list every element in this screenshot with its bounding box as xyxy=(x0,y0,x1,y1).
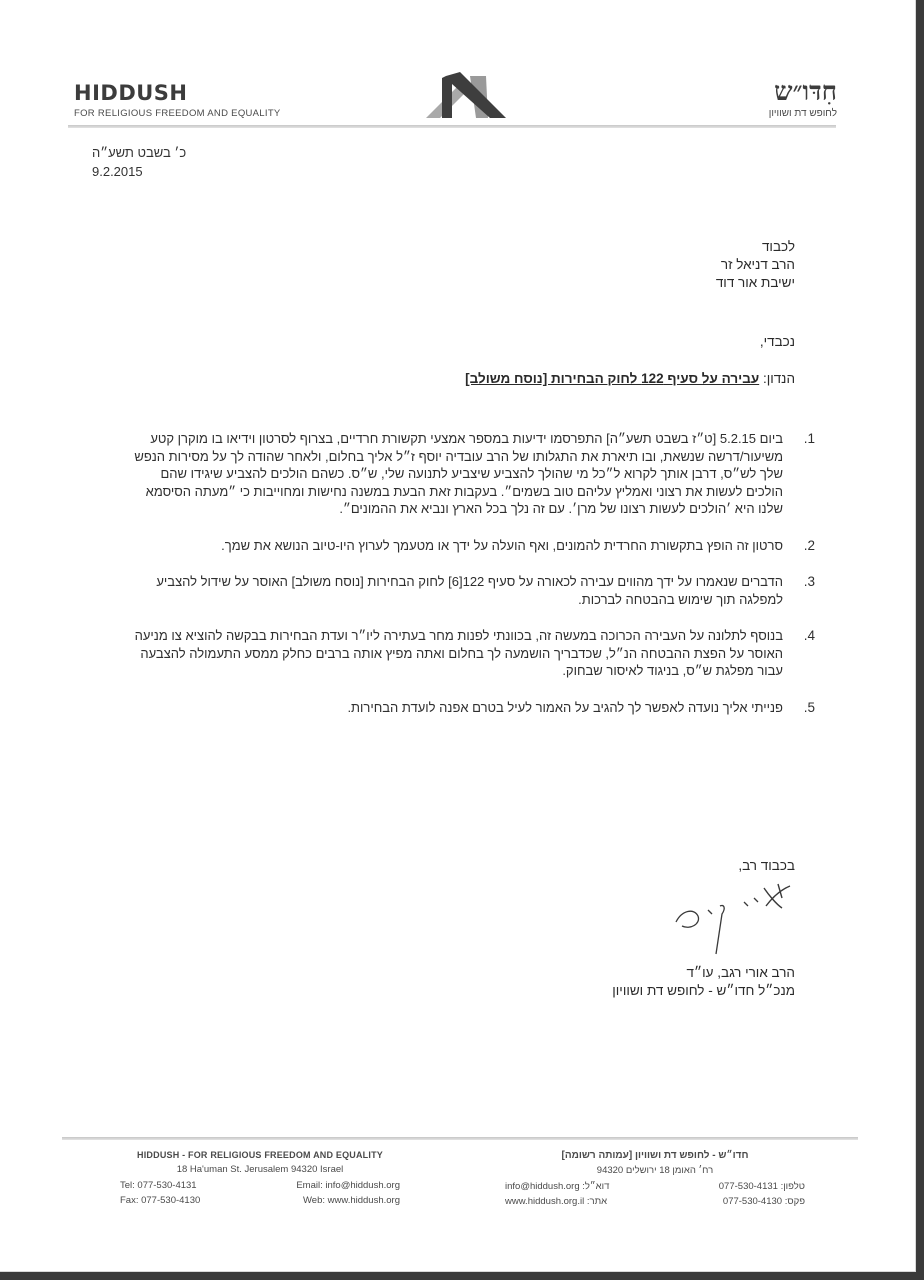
signer-title: מנכ״ל חדו״ש - לחופש דת ושוויון xyxy=(612,983,795,998)
footer-hebrew xyxy=(505,1150,805,1209)
item-text: ביום 5.2.15 [ט״ז בשבט תשע״ה] התפרסמו ידיעות במספר אמצעי תקשורת חרדיים, בצרוף לסרטון וידיאו בו מוקרן קטע משיעור/דרשה שנשאת, ובו תיארת את התגלותו של הרב עובדיה יוסף ז״ל אליך בחלום, ולאחר שהודה לך על מסירות הנפש שלך לש״ס, דרבן אותך לקרוא ל״כל מי שהולך להצביע שיצביע לתנועה שלי, ש״ס. כשהם הולכים להצביע שיגידו שהם הולכים לעשות את רצוני ואמליץ עליהם טוב בשמים״. בעקבות זאת הבעת במשנה נחישות ומחוייבות כי ״מעתה הסיסמא שלנו היא ׳הולכים לעשות רצונו של מרן׳. עם זה נלך בכל הארץ ונביא את ההמונים״. xyxy=(134,431,783,516)
list-item xyxy=(125,573,815,608)
footer-english xyxy=(120,1150,400,1208)
item-text: בנוסף לתלונה על העבירה הכרוכה במעשה זה, בכוונתי לפנות מחר בעתירה ליו״ר ועדת הבחירות בבקשה להוציא צו מניעה האוסר על הפצת ההבטחה הנ״ל, שכדבריך הושמעה לך בחלום ואתה מפיץ אותה ברבים כחלק ממסע התעמולה להצבעה עבור מפלגת ש״ס, בניגוד לאיסור שבחוק. xyxy=(134,628,783,678)
footer-web-he: www.hiddush.org.il xyxy=(505,1196,585,1207)
handwritten-signature-icon xyxy=(668,880,818,955)
letter-body-items xyxy=(125,430,815,735)
addressee-line: לכבוד xyxy=(761,239,795,254)
footer-web-label-he: אתר: xyxy=(586,1196,608,1207)
footer-org-name-en: HIDDUSH - FOR RELIGIOUS FREEDOM AND EQUALITY xyxy=(137,1150,383,1160)
footer-address-en: 18 Ha'uman St. Jerusalem 94320 Israel xyxy=(176,1164,344,1175)
footer-org-name-he: חדו״ש - לחופש דת ושוויון [עמותה רשומה] xyxy=(561,1150,749,1161)
footer-fax-he: 077-530-4130 xyxy=(722,1196,783,1207)
footer-fax-label-he: פקס: xyxy=(784,1196,805,1207)
signer-name: הרב אורי רגב, עו״ד xyxy=(686,965,795,980)
subject-text: עבירה על סעיף 122 לחוק הבחירות [נוסח משולב] xyxy=(465,371,760,386)
footer-email-label-he: דוא״ל: xyxy=(582,1181,610,1192)
footer-tel-he: 077-530-4131 xyxy=(718,1181,778,1192)
item-number: 2. xyxy=(803,537,815,553)
item-number: 1. xyxy=(803,431,815,446)
addressee-line: הרב דניאל זר xyxy=(720,257,795,272)
item-number: 4. xyxy=(803,628,815,643)
org-name-he: חִדּו״ש xyxy=(774,77,837,107)
item-text: סרטון זה הופץ בתקשורת החרדית להמונים, ואף הועלה על ידך או מטעמך לערוץ היו-טיוב הנושא את שמך. xyxy=(221,537,783,553)
footer-fax-en: Fax: 077-530-4130 xyxy=(120,1195,201,1206)
list-item xyxy=(125,699,815,717)
footer-tel-label-he: טלפון: xyxy=(780,1181,805,1192)
footer-email-he: info@hiddush.org xyxy=(505,1181,580,1192)
subject-label: הנדון: xyxy=(759,371,795,386)
org-tagline-he: לחופש דת ושוויון xyxy=(768,108,837,119)
list-item xyxy=(125,537,815,555)
closing: בכבוד רב, xyxy=(738,858,795,873)
item-text: הדברים שנאמרו על ידך מהווים עבירה לכאורה על סעיף 122[6] לחוק הבחירות [נוסח משולב] האוסר על שידול להצביע למפלגה תוך שימוש בהבטחה לברכות. xyxy=(156,574,783,607)
date-block xyxy=(92,143,186,181)
footer-address-he: רח׳ האומן 18 ירושלים 94320 xyxy=(596,1165,714,1176)
item-text: פנייתי אליך נועדה לאפשר לך להגיב על האמור לעיל בטרם אפנה לועדת הבחירות. xyxy=(347,699,783,715)
salutation: נכבדי, xyxy=(759,334,795,349)
letterhead-hebrew xyxy=(769,78,837,119)
addressee-line: ישיבת אור דוד xyxy=(715,275,795,290)
letterhead-english xyxy=(74,82,281,119)
list-item xyxy=(125,430,815,518)
letterhead-divider xyxy=(68,125,836,128)
addressee-block xyxy=(716,238,795,292)
footer-web-en: Web: www.hiddush.org xyxy=(303,1195,400,1206)
org-name-en: HIDDUSH xyxy=(74,81,188,105)
footer-tel-en: Tel: 077-530-4131 xyxy=(120,1180,197,1191)
subject-line xyxy=(465,371,795,386)
org-tagline-en: FOR RELIGIOUS FREEDOM AND EQUALITY xyxy=(74,108,281,119)
list-item xyxy=(125,627,815,680)
scan-edge-bottom xyxy=(0,1272,924,1280)
hebrew-date: כ׳ בשבט תשע״ה xyxy=(92,145,187,160)
item-number: 5. xyxy=(803,699,815,715)
footer-divider xyxy=(62,1137,858,1140)
scan-edge-right xyxy=(916,0,924,1280)
hiddush-logo-icon xyxy=(420,68,510,120)
gregorian-date: 9.2.2015 xyxy=(92,164,143,179)
footer-email-en: Email: info@hiddush.org xyxy=(296,1180,400,1191)
signer-block xyxy=(612,964,795,1000)
item-number: 3. xyxy=(803,574,815,589)
